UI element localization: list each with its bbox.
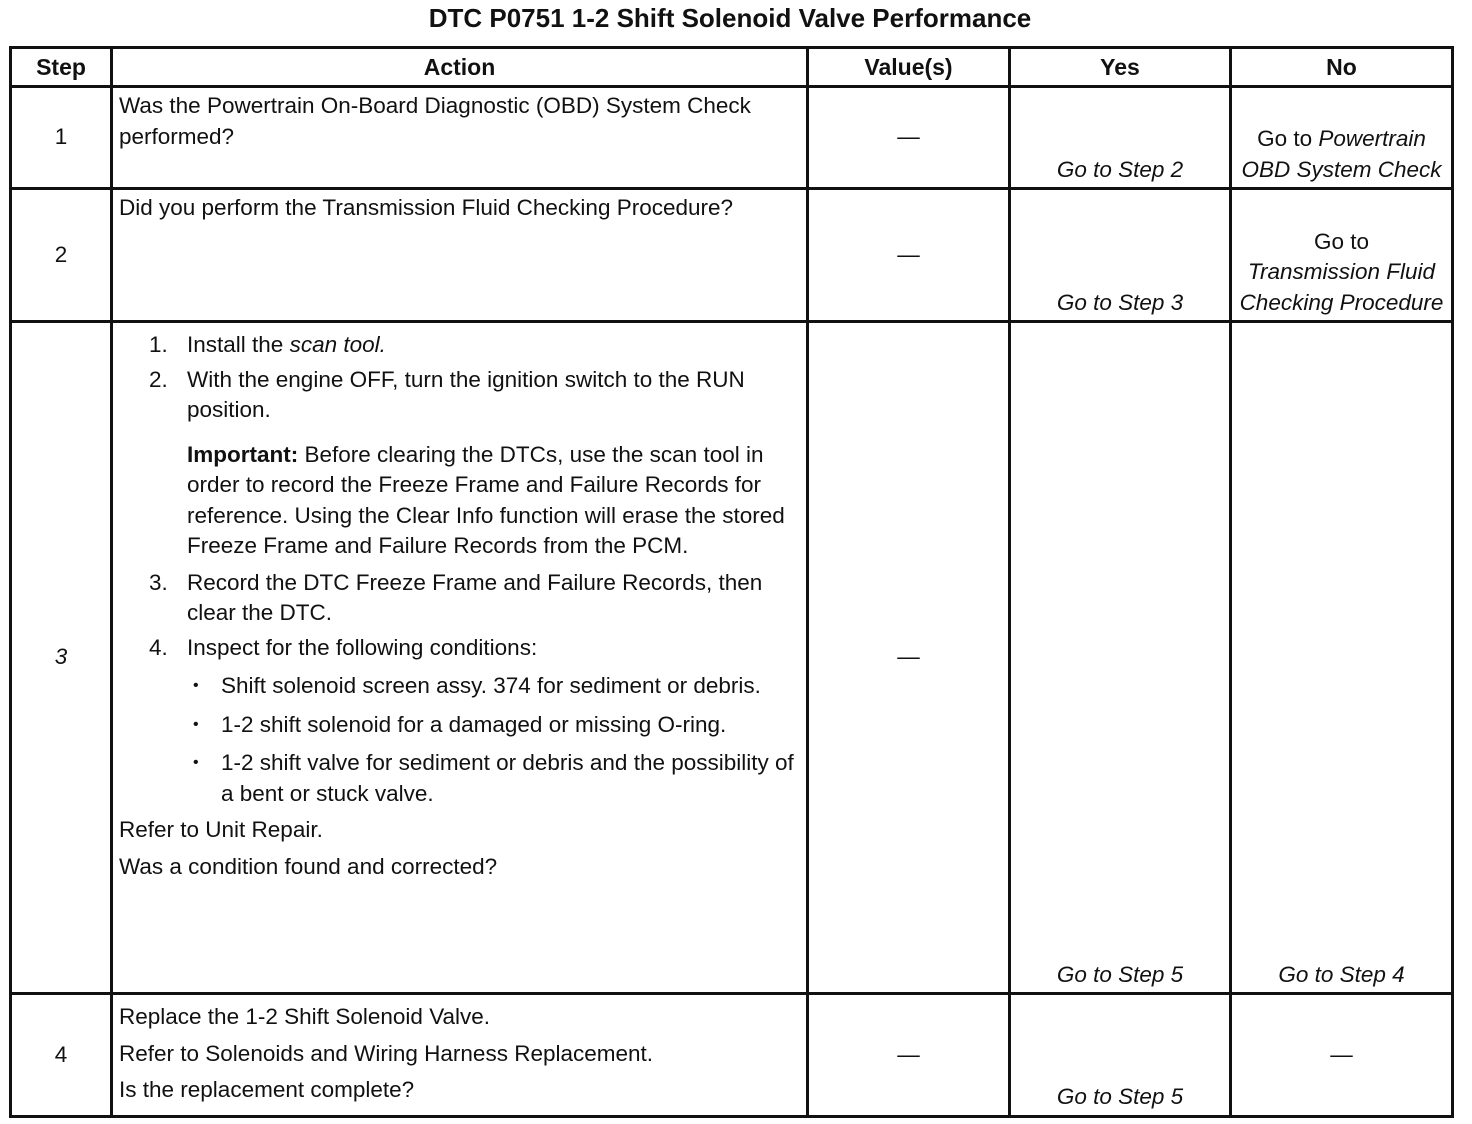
table-header-row <box>11 48 1453 87</box>
action-cell <box>112 994 808 1117</box>
list-item: 4. Inspect for the following conditions: <box>149 634 538 660</box>
list-item: 3. Record the DTC Freeze Frame and Failure Records, then clear the DTC. <box>149 569 763 625</box>
action-line: Refer to Solenoids and Wiring Harness Replacement. <box>119 1040 654 1066</box>
value-cell: — <box>808 87 1010 189</box>
action-line: Replace the 1-2 Shift Solenoid Valve. <box>119 1004 491 1029</box>
yes-cell: Go to Step 5 <box>1010 994 1231 1117</box>
bullet-icon: • <box>193 754 199 771</box>
action-text: Did you perform the Transmission Fluid Checking Procedure? <box>112 189 808 322</box>
header-step: Step <box>11 48 112 87</box>
header-yes: Yes <box>1010 48 1231 87</box>
table-row <box>11 189 1453 322</box>
yes-cell: Go to Step 5 <box>1010 322 1231 994</box>
step-number: 1 <box>11 87 112 189</box>
important-note: Important: Before clearing the DTCs, use the scan tool in order to record the Freeze Frame and Failure Records for reference. Using the Clear Info function will erase the stored Freeze Frame and Failure Records from the PCM. <box>187 441 785 558</box>
refer-text: Refer to Unit Repair. <box>119 817 323 842</box>
bullet-item: • 1-2 shift solenoid for a damaged or missing O-ring. <box>119 710 798 741</box>
list-item: 1. Install the scan tool. <box>149 332 386 357</box>
bullet-icon: • <box>193 715 199 733</box>
action-line: Is the replacement complete? <box>119 1077 415 1102</box>
no-cell <box>1231 87 1453 189</box>
header-action: Action <box>112 48 808 87</box>
bullet-item: • 1-2 shift valve for sediment or debris and the possibility of a bent or stuck valve. <box>119 748 798 809</box>
yes-cell: Go to Step 2 <box>1010 87 1231 189</box>
diagnostic-table <box>9 46 1454 1118</box>
no-prefix: Go to <box>1257 126 1319 151</box>
header-values: Value(s) <box>808 48 1010 87</box>
table-row <box>11 87 1453 189</box>
bullet-item: • Shift solenoid screen assy. 374 for sediment or debris. <box>119 671 798 702</box>
page-title: DTC P0751 1-2 Shift Solenoid Valve Performance <box>428 3 1032 33</box>
bullet-icon: • <box>193 677 199 694</box>
step-number: 3 <box>11 322 112 994</box>
no-prefix: Go to <box>1313 228 1370 254</box>
table-row <box>11 322 1453 994</box>
question-text: Was a condition found and corrected? <box>119 853 498 879</box>
step-number: 2 <box>11 189 112 322</box>
no-link: Powertrain OBD System Check <box>1241 126 1442 182</box>
list-item: 2. With the engine OFF, turn the ignition switch to the RUN position. <box>149 366 745 422</box>
no-link: Transmission Fluid Checking Procedure <box>1239 259 1444 315</box>
step-number: 4 <box>11 994 112 1117</box>
no-cell: Go to Step 4 <box>1231 322 1453 994</box>
yes-cell: Go to Step 3 <box>1010 189 1231 322</box>
value-cell: — <box>808 322 1010 994</box>
value-cell: — <box>808 189 1010 322</box>
value-cell: — <box>808 994 1010 1117</box>
no-cell: — <box>1231 994 1453 1117</box>
table-row <box>11 994 1453 1117</box>
action-cell <box>112 322 808 994</box>
header-no: No <box>1231 48 1453 87</box>
no-cell <box>1231 189 1453 322</box>
action-text: Was the Powertrain On-Board Diagnostic (OBD) System Check performed? <box>112 87 808 189</box>
